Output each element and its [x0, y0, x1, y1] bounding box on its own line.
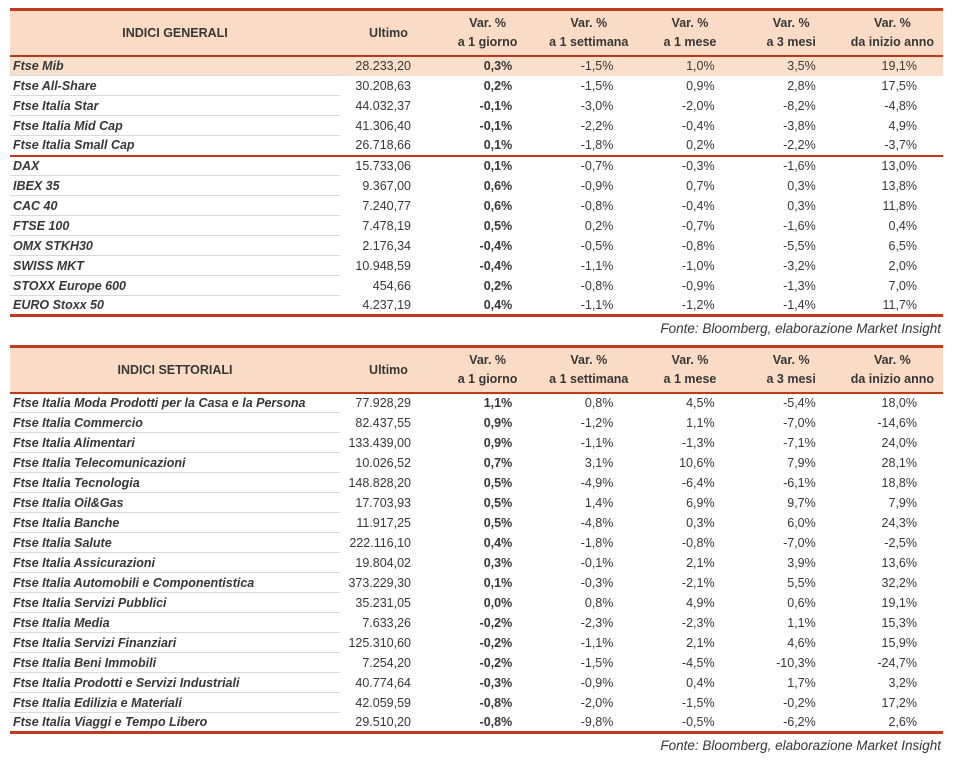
- cell-var-1-giorno: 0,5%: [483, 218, 513, 233]
- cell-ultimo: 7.254,20: [362, 655, 411, 670]
- cell-var-inizio-anno: 28,1%: [881, 455, 917, 470]
- table-row: [10, 673, 943, 693]
- cell-ultimo: 454,66: [372, 278, 411, 293]
- cell-var-3-mesi: 7,9%: [787, 455, 816, 470]
- cell-var-1-giorno: 1,1%: [483, 396, 513, 410]
- col-header-var-1-giorno: [437, 347, 538, 393]
- cell-var-3-mesi: 4,6%: [787, 635, 816, 650]
- col-header-ultimo: Ultimo: [340, 10, 437, 56]
- cell-var-1-settimana: -1,5%: [580, 78, 614, 93]
- cell-var-1-mese: 0,3%: [686, 515, 715, 530]
- cell-ultimo: 17.703,93: [355, 495, 411, 510]
- cell-var-1-giorno: -0,8%: [479, 695, 513, 710]
- cell-ultimo: 42.059,59: [355, 695, 411, 710]
- cell-var-1-settimana: -1,1%: [580, 258, 614, 273]
- cell-var-1-mese: -0,3%: [681, 159, 715, 173]
- col-label-var: Var. %: [671, 353, 709, 367]
- table-row: [10, 56, 943, 76]
- table-row: [10, 176, 943, 196]
- index-name: Ftse Mib: [10, 56, 340, 76]
- cell-var-1-mese: -4,5%: [681, 655, 715, 670]
- cell-var-1-mese: -2,0%: [681, 98, 715, 113]
- index-name: CAC 40: [10, 196, 340, 216]
- cell-var-1-mese: -1,5%: [681, 695, 715, 710]
- cell-var-inizio-anno: 4,9%: [888, 118, 917, 133]
- cell-ultimo: 373.229,30: [348, 575, 411, 590]
- cell-var-3-mesi: -5,5%: [783, 238, 816, 253]
- cell-var-1-giorno: 0,5%: [483, 515, 513, 530]
- index-name: FTSE 100: [10, 216, 340, 236]
- cell-var-1-giorno: 0,6%: [483, 178, 513, 193]
- cell-var-inizio-anno: 11,8%: [882, 198, 917, 213]
- index-name: Ftse Italia Viaggi e Tempo Libero: [10, 713, 340, 733]
- cell-ultimo: 28.233,20: [340, 56, 437, 76]
- table-header: [10, 347, 943, 393]
- cell-var-1-giorno: -0,1%: [479, 98, 513, 113]
- cell-ultimo: 44.032,37: [355, 98, 411, 113]
- cell-var-inizio-anno: 24,0%: [881, 435, 917, 450]
- cell-var-1-mese: 2,1%: [686, 635, 715, 650]
- cell-var-3-mesi: -7,1%: [783, 435, 816, 450]
- cell-var-1-mese: -0,8%: [681, 238, 715, 253]
- cell-var-inizio-anno: 15,9%: [881, 635, 917, 650]
- index-name: Ftse Italia Star: [10, 96, 340, 116]
- col-label-var: Var. %: [671, 16, 709, 30]
- cell-var-1-mese: 4,9%: [686, 595, 715, 610]
- cell-ultimo: 10.948,59: [355, 258, 411, 273]
- cell-ultimo: 77.928,29: [355, 396, 411, 410]
- cell-ultimo: 41.306,40: [355, 118, 411, 133]
- col-label-period: da inizio anno: [850, 371, 935, 386]
- table-row: [10, 413, 943, 433]
- table-row: [10, 216, 943, 236]
- table-row: [10, 633, 943, 653]
- table-row: [10, 533, 943, 553]
- cell-var-1-giorno: 0,4%: [483, 297, 513, 312]
- cell-var-1-mese: 10,6%: [679, 455, 715, 470]
- cell-var-1-mese: -2,1%: [681, 575, 715, 590]
- cell-var-1-settimana: -2,2%: [580, 118, 614, 133]
- cell-var-inizio-anno: 24,3%: [881, 515, 917, 530]
- cell-var-1-settimana: -0,5%: [580, 238, 614, 253]
- cell-ultimo: 35.231,05: [355, 595, 411, 610]
- index-name: EURO Stoxx 50: [10, 296, 340, 316]
- col-label-period: a 1 mese: [663, 371, 717, 386]
- index-name: SWISS MKT: [10, 256, 340, 276]
- cell-var-3-mesi: -3,2%: [783, 258, 816, 273]
- cell-var-inizio-anno: 11,7%: [882, 297, 917, 312]
- col-label-var: Var. %: [469, 16, 507, 30]
- cell-var-1-giorno: -0,2%: [479, 635, 513, 650]
- col-header-ultimo: Ultimo: [340, 347, 437, 393]
- cell-var-3-mesi: -1,6%: [783, 218, 816, 233]
- cell-var-1-settimana: -0,8%: [580, 278, 614, 293]
- cell-var-1-giorno: 0,7%: [483, 455, 513, 470]
- cell-var-1-settimana: 0,8%: [584, 396, 614, 410]
- cell-var-1-settimana: -1,1%: [580, 435, 614, 450]
- index-name: OMX STKH30: [10, 236, 340, 256]
- table-row: [10, 156, 943, 176]
- cell-var-3-mesi: 1,7%: [787, 675, 816, 690]
- cell-ultimo: 7.633,26: [362, 615, 411, 630]
- col-label-period: a 3 mesi: [766, 34, 816, 49]
- cell-var-1-giorno: 0,6%: [483, 198, 513, 213]
- cell-var-1-settimana: -1,1%: [580, 635, 614, 650]
- cell-var-3-mesi: 0,3%: [787, 178, 816, 193]
- cell-var-3-mesi: -1,3%: [783, 278, 816, 293]
- cell-var-3-mesi: -8,2%: [783, 98, 816, 113]
- cell-var-1-giorno: 0,9%: [483, 415, 513, 430]
- table-row: [10, 453, 943, 473]
- cell-var-1-giorno: -0,4%: [479, 258, 513, 273]
- cell-var-1-settimana: -0,8%: [580, 198, 614, 213]
- cell-var-inizio-anno: -4,8%: [884, 98, 917, 113]
- table-row: [10, 433, 943, 453]
- cell-var-3-mesi: -1,6%: [783, 159, 816, 173]
- table-row: [10, 553, 943, 573]
- index-name: Ftse All-Share: [10, 76, 340, 96]
- cell-var-1-giorno: -0,8%: [479, 714, 513, 729]
- cell-var-inizio-anno: 17,5%: [881, 78, 917, 93]
- table-row: [10, 276, 943, 296]
- cell-var-inizio-anno: -2,5%: [884, 535, 917, 550]
- col-label-var: Var. %: [570, 16, 608, 30]
- cell-var-inizio-anno: 19,1%: [842, 56, 943, 76]
- cell-var-1-giorno: 0,3%: [437, 56, 538, 76]
- cell-var-3-mesi: -7,0%: [783, 535, 816, 550]
- cell-var-1-settimana: -1,8%: [538, 136, 639, 156]
- cell-var-1-settimana: -1,5%: [580, 655, 614, 670]
- cell-var-inizio-anno: -24,7%: [877, 655, 917, 670]
- table-row: [10, 593, 943, 613]
- col-header-var-3-mesi: [741, 347, 842, 393]
- col-label-var: Var. %: [570, 353, 608, 367]
- table-body-settoriali: [10, 393, 943, 733]
- cell-var-1-mese: -0,9%: [681, 278, 715, 293]
- cell-var-3-mesi: -0,2%: [783, 695, 816, 710]
- header-row: [10, 10, 943, 56]
- cell-var-1-mese: -1,3%: [681, 435, 715, 450]
- cell-ultimo: 2.176,34: [362, 238, 411, 253]
- cell-var-inizio-anno: -3,7%: [842, 136, 943, 156]
- col-header-var-1-giorno: [437, 10, 538, 56]
- table-title: INDICI GENERALI: [10, 10, 340, 56]
- cell-var-1-giorno: 0,3%: [483, 555, 513, 570]
- cell-ultimo: 19.804,02: [355, 555, 411, 570]
- cell-var-inizio-anno: 13,8%: [881, 178, 917, 193]
- table-row: [10, 296, 943, 316]
- cell-var-3-mesi: -1,4%: [783, 297, 816, 312]
- cell-var-1-mese: -0,7%: [681, 218, 715, 233]
- cell-var-1-mese: 0,9%: [686, 78, 715, 93]
- cell-var-3-mesi: -10,3%: [776, 655, 816, 670]
- col-label-var: Var. %: [873, 353, 911, 367]
- indici-settoriali-table: [10, 345, 943, 734]
- cell-ultimo: 125.310,60: [348, 635, 411, 650]
- cell-ultimo: 9.367,00: [362, 178, 411, 193]
- table-row: [10, 116, 943, 136]
- cell-ultimo: 29.510,20: [355, 714, 411, 729]
- cell-ultimo: 222.116,10: [349, 535, 411, 550]
- cell-var-3-mesi: 0,6%: [787, 595, 816, 610]
- cell-var-1-mese: -0,4%: [681, 118, 715, 133]
- index-name: Ftse Italia Moda Prodotti per la Casa e la Persona: [10, 393, 340, 413]
- cell-var-1-giorno: -0,2%: [479, 655, 513, 670]
- cell-var-1-mese: 1,0%: [639, 56, 740, 76]
- cell-var-1-settimana: -0,7%: [580, 159, 614, 173]
- index-name: Ftse Italia Media: [10, 613, 340, 633]
- index-name: Ftse Italia Telecomunicazioni: [10, 453, 340, 473]
- cell-var-1-mese: 0,2%: [639, 136, 740, 156]
- cell-var-inizio-anno: 2,0%: [888, 258, 917, 273]
- col-label-period: a 1 mese: [663, 34, 717, 49]
- index-name: IBEX 35: [10, 176, 340, 196]
- cell-ultimo: 7.240,77: [362, 198, 411, 213]
- col-label-var: Var. %: [873, 16, 911, 30]
- col-header-var-1-settimana: [538, 10, 639, 56]
- table-row: [10, 96, 943, 116]
- cell-var-3-mesi: -3,8%: [783, 118, 816, 133]
- col-label-var: Var. %: [469, 353, 507, 367]
- table-header: [10, 10, 943, 56]
- cell-var-inizio-anno: 7,0%: [888, 278, 917, 293]
- table-row: [10, 393, 943, 413]
- col-header-var-1-mese: [639, 347, 740, 393]
- index-name: Ftse Italia Prodotti e Servizi Industriali: [10, 673, 340, 693]
- cell-var-1-giorno: 0,1%: [437, 136, 538, 156]
- index-name: Ftse Italia Automobili e Componentistica: [10, 573, 340, 593]
- cell-var-3-mesi: 6,0%: [787, 515, 816, 530]
- cell-var-3-mesi: 5,5%: [787, 575, 816, 590]
- cell-var-3-mesi: 3,9%: [787, 555, 816, 570]
- table-row: [10, 76, 943, 96]
- cell-var-1-giorno: 0,5%: [483, 475, 513, 490]
- cell-var-1-settimana: -1,5%: [538, 56, 639, 76]
- cell-var-1-mese: 2,1%: [686, 555, 715, 570]
- index-name: Ftse Italia Small Cap: [10, 136, 340, 156]
- cell-var-1-giorno: 0,2%: [483, 278, 513, 293]
- cell-var-1-settimana: -4,9%: [580, 475, 614, 490]
- table-body-generali: [10, 56, 943, 316]
- col-label-var: Var. %: [772, 353, 810, 367]
- index-name: Ftse Italia Beni Immobili: [10, 653, 340, 673]
- table-row: [10, 136, 943, 156]
- cell-var-3-mesi: 9,7%: [787, 495, 816, 510]
- cell-var-1-giorno: 0,2%: [483, 78, 513, 93]
- index-name: Ftse Italia Mid Cap: [10, 116, 340, 136]
- cell-var-1-mese: -0,4%: [681, 198, 715, 213]
- cell-var-inizio-anno: 13,6%: [881, 555, 917, 570]
- table-row: [10, 653, 943, 673]
- cell-var-1-settimana: -4,8%: [580, 515, 614, 530]
- index-name: Ftse Italia Alimentari: [10, 433, 340, 453]
- index-name: Ftse Italia Servizi Finanziari: [10, 633, 340, 653]
- cell-var-1-settimana: -0,9%: [580, 675, 614, 690]
- cell-var-inizio-anno: 18,8%: [881, 475, 917, 490]
- cell-var-1-mese: -1,2%: [681, 297, 715, 312]
- col-header-var-inizio-anno: [842, 347, 943, 393]
- col-label-period: a 1 settimana: [549, 34, 629, 49]
- cell-var-1-giorno: 0,0%: [483, 595, 513, 610]
- cell-var-1-giorno: -0,2%: [479, 615, 513, 630]
- cell-var-inizio-anno: 6,5%: [888, 238, 917, 253]
- col-header-var-3-mesi: [741, 10, 842, 56]
- cell-ultimo: 11.917,25: [356, 515, 411, 530]
- cell-var-1-mese: -0,8%: [681, 535, 715, 550]
- cell-var-1-settimana: -1,1%: [580, 297, 614, 312]
- cell-var-inizio-anno: 15,3%: [881, 615, 917, 630]
- source-note: Fonte: Bloomberg, elaborazione Market Insight: [660, 321, 941, 336]
- header-row: [10, 347, 943, 393]
- cell-var-1-settimana: 3,1%: [584, 455, 614, 470]
- source-note: Fonte: Bloomberg, elaborazione Market Insight: [660, 738, 941, 753]
- col-label-period: a 1 giorno: [457, 34, 518, 49]
- table-row: [10, 493, 943, 513]
- cell-ultimo: 40.774,64: [355, 675, 411, 690]
- cell-var-1-mese: -2,3%: [681, 615, 715, 630]
- section-indici-settoriali: [10, 345, 943, 762]
- index-name: Ftse Italia Oil&Gas: [10, 493, 340, 513]
- cell-var-1-settimana: -0,9%: [580, 178, 614, 193]
- table-row: [10, 236, 943, 256]
- cell-var-3-mesi: -5,4%: [783, 396, 816, 410]
- table-row: [10, 513, 943, 533]
- index-name: Ftse Italia Commercio: [10, 413, 340, 433]
- cell-var-1-mese: 1,1%: [686, 415, 715, 430]
- index-name: DAX: [10, 156, 340, 176]
- cell-var-inizio-anno: 2,6%: [888, 714, 917, 729]
- col-label-period: a 1 giorno: [457, 371, 518, 386]
- cell-var-inizio-anno: 3,2%: [888, 675, 917, 690]
- indici-generali-table: [10, 8, 943, 317]
- cell-var-1-giorno: 0,4%: [483, 535, 513, 550]
- cell-var-3-mesi: -6,1%: [783, 475, 816, 490]
- cell-var-1-mese: 6,9%: [686, 495, 715, 510]
- index-name: STOXX Europe 600: [10, 276, 340, 296]
- cell-var-1-mese: -1,0%: [681, 258, 715, 273]
- table-row: [10, 713, 943, 733]
- table-title: INDICI SETTORIALI: [10, 347, 340, 393]
- cell-var-1-settimana: -1,8%: [580, 535, 614, 550]
- cell-var-3-mesi: 3,5%: [741, 56, 842, 76]
- index-name: Ftse Italia Servizi Pubblici: [10, 593, 340, 613]
- cell-var-inizio-anno: 32,2%: [881, 575, 917, 590]
- cell-var-1-mese: -6,4%: [681, 475, 715, 490]
- cell-var-3-mesi: -7,0%: [783, 415, 816, 430]
- cell-var-1-settimana: 0,8%: [584, 595, 614, 610]
- table-row: [10, 613, 943, 633]
- cell-var-1-giorno: 0,1%: [483, 159, 513, 173]
- table-row: [10, 473, 943, 493]
- cell-var-inizio-anno: 17,2%: [881, 695, 917, 710]
- cell-ultimo: 10.026,52: [355, 455, 411, 470]
- cell-var-3-mesi: -2,2%: [741, 136, 842, 156]
- cell-var-3-mesi: -6,2%: [783, 714, 816, 729]
- cell-var-inizio-anno: 0,4%: [888, 218, 917, 233]
- col-label-var: Var. %: [772, 16, 810, 30]
- cell-var-1-settimana: -0,3%: [580, 575, 614, 590]
- cell-ultimo: 82.437,55: [355, 415, 411, 430]
- cell-ultimo: 148.828,20: [348, 475, 411, 490]
- cell-var-1-mese: 0,4%: [686, 675, 715, 690]
- cell-var-inizio-anno: 13,0%: [881, 159, 917, 173]
- section-indici-generali: [10, 8, 943, 345]
- cell-var-1-settimana: -3,0%: [580, 98, 614, 113]
- table-row: [10, 573, 943, 593]
- cell-var-3-mesi: 1,1%: [787, 615, 816, 630]
- table-row: [10, 196, 943, 216]
- index-name: Ftse Italia Tecnologia: [10, 473, 340, 493]
- table-row: [10, 693, 943, 713]
- index-name: Ftse Italia Salute: [10, 533, 340, 553]
- col-label-period: a 3 mesi: [766, 371, 816, 386]
- cell-ultimo: 133.439,00: [348, 435, 411, 450]
- col-label-period: da inizio anno: [850, 34, 935, 49]
- cell-var-1-settimana: -2,3%: [580, 615, 614, 630]
- cell-ultimo: 15.733,06: [355, 159, 411, 173]
- table-row: [10, 256, 943, 276]
- cell-var-1-mese: 4,5%: [686, 396, 715, 410]
- cell-var-inizio-anno: 18,0%: [881, 396, 917, 410]
- cell-var-1-giorno: -0,3%: [479, 675, 513, 690]
- cell-var-1-mese: -0,5%: [681, 714, 715, 729]
- cell-var-1-settimana: -0,1%: [580, 555, 614, 570]
- col-header-var-inizio-anno: [842, 10, 943, 56]
- col-header-var-1-mese: [639, 10, 740, 56]
- cell-var-1-settimana: -2,0%: [580, 695, 614, 710]
- cell-ultimo: 30.208,63: [355, 78, 411, 93]
- cell-var-1-giorno: 0,1%: [483, 575, 513, 590]
- cell-var-1-settimana: 0,2%: [584, 218, 614, 233]
- cell-var-1-giorno: 0,5%: [483, 495, 513, 510]
- cell-var-inizio-anno: -14,6%: [877, 415, 917, 430]
- cell-var-1-giorno: -0,4%: [479, 238, 513, 253]
- cell-var-1-giorno: -0,1%: [479, 118, 513, 133]
- cell-var-1-settimana: -1,2%: [580, 415, 614, 430]
- cell-ultimo: 26.718,66: [340, 136, 437, 156]
- cell-var-1-settimana: 1,4%: [584, 495, 614, 510]
- col-header-var-1-settimana: [538, 347, 639, 393]
- index-name: Ftse Italia Assicurazioni: [10, 553, 340, 573]
- cell-ultimo: 7.478,19: [362, 218, 411, 233]
- cell-var-inizio-anno: 7,9%: [888, 495, 917, 510]
- index-name: Ftse Italia Banche: [10, 513, 340, 533]
- cell-var-1-giorno: 0,9%: [483, 435, 513, 450]
- cell-var-inizio-anno: 19,1%: [881, 595, 917, 610]
- cell-var-1-settimana: -9,8%: [580, 714, 614, 729]
- cell-ultimo: 4.237,19: [362, 297, 411, 312]
- cell-var-3-mesi: 0,3%: [787, 198, 816, 213]
- cell-var-1-mese: 0,7%: [686, 178, 715, 193]
- index-name: Ftse Italia Edilizia e Materiali: [10, 693, 340, 713]
- cell-var-3-mesi: 2,8%: [787, 78, 816, 93]
- col-label-period: a 1 settimana: [549, 371, 629, 386]
